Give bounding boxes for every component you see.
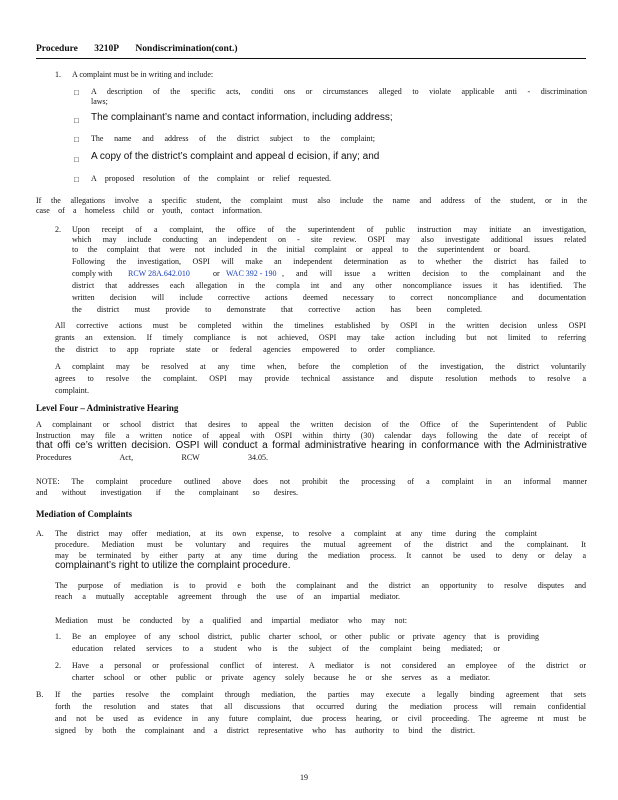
paragraph-line: may be terminated by either party at any time during the mediation process. It cannot be used to deny or delay a (55, 551, 586, 560)
section-heading: Mediation of Complaints (36, 509, 133, 519)
paragraph-line: case of a homeless child or youth, contact information. (36, 206, 262, 215)
paragraph-line: A complaint may be resolved at any time when, before the completion of the investigation, the district voluntarily (55, 362, 586, 371)
procedure-header (36, 44, 586, 59)
paragraph-line: If the allegations involve a specific student, the complaint must also include the name and address of the student, or in the (36, 196, 587, 205)
paragraph-line: district that addresses each allegation in the compla int and any other noncompliance issues it has identified. The (72, 281, 586, 290)
procedure-title: Nondiscrimination(cont.) (135, 44, 238, 54)
paragraph-line: The purpose of mediation is to provid e both the complainant and the district an opportunity to resolve disputes and (55, 581, 586, 590)
paragraph-line: forth the resolution and states that all discussions that occurred during the mediation process will remain confidential (55, 702, 586, 711)
bullet-text: A copy of the district’s complaint and appeal d ecision, if any; and (91, 151, 380, 162)
checkbox-bullet-icon: □ (74, 155, 79, 164)
paragraph-line: agrees to resolve the complaint. OSPI may provide technical assistance and dispute resolution methods to resolve a (55, 374, 586, 383)
procedure-label: Procedure (36, 44, 78, 54)
paragraph-line: , and will issue a written decision to the complainant and the (282, 269, 586, 278)
page-number: 19 (300, 773, 308, 782)
paragraph-line: All corrective actions must be completed within the timelines established by OSPI in the written decision unless OSPI (55, 321, 586, 330)
paragraph-line: The district may offer mediation, at its own expense, to resolve a complaint at any time during the complaint (55, 529, 537, 538)
item-number: 1. (55, 70, 61, 79)
checkbox-bullet-icon: □ (74, 175, 79, 184)
paragraph-line: A complainant or school district that desires to appeal the written decision of the Office of the Superintendent of Public (36, 420, 587, 429)
wac-link[interactable]: WAC 392 - 190 (226, 269, 277, 278)
paragraph-line: Following the investigation, OSPI will make an independent determination as to whether the district has failed to (72, 257, 586, 266)
procedure-number: 3210P (94, 44, 120, 54)
paragraph-line: signed by both the complainant and a district representative who has authority to bind the district. (55, 726, 475, 735)
paragraph-line: Instruction may file a written notice of appeal with OSPI within thirty (30) calendar days following the date of receipt of (36, 431, 587, 440)
paragraph-line: Be an employee of any school district, public charter school, or other public or private agency that is providing (72, 632, 539, 641)
paragraph-line: grants an extension. If timely compliance is not achieved, OSPI may take action including but not limited to referring (55, 333, 586, 342)
item-number: 2. (55, 225, 61, 234)
paragraph-line: that offi ce’s written decision. OSPI will conduct a formal administrative hearing in conformance with the Administrative (36, 440, 587, 451)
paragraph-line: If the parties resolve the complaint through mediation, the parties may execute a legally binding agreement that sets (55, 690, 586, 699)
checkbox-bullet-icon: □ (74, 135, 79, 144)
rcw-link[interactable]: RCW 28A.642.010 (128, 269, 190, 278)
paragraph-line: the district must provide to demonstrate that corrective action has been completed. (72, 305, 482, 314)
bullet-text: The name and address of the district subject to the complaint; (91, 134, 375, 143)
note-line: NOTE: The complaint procedure outlined above does not prohibit the processing of a complaint in an informal manner (36, 477, 587, 486)
paragraph-line: or (213, 269, 220, 278)
item-number: 1. (55, 632, 61, 641)
paragraph-line: written decision will include corrective actions deemed necessary to correct noncompliance and documentation (72, 293, 586, 302)
paragraph-line: complaint. (55, 386, 89, 395)
bullet-text: A proposed resolution of the complaint or relief requested. (91, 174, 331, 183)
bullet-text: A description of the specific acts, conditi ons or circumstances alleged to violate applicable anti - discrimination (91, 87, 587, 96)
item-letter: B. (36, 690, 44, 699)
section-heading: Level Four – Administrative Hearing (36, 403, 179, 413)
checkbox-bullet-icon: □ (74, 88, 79, 97)
bullet-text: laws; (91, 97, 108, 106)
paragraph-line: the district to app ropriate state or federal agencies empowered to order compliance. (55, 345, 435, 354)
paragraph-line: and not be used as evidence in any future complaint, due process hearing, or civil proceeding. The agreeme nt must be (55, 714, 586, 723)
paragraph-line: procedure. Mediation must be voluntary and requires the mutual agreement of the district and the complainant. It (55, 540, 586, 549)
paragraph-line: which may include conducting an independent on - site review. OSPI may also investigate additional issues related (72, 235, 586, 244)
paragraph-line: reach a mutually acceptable agreement through the use of an impartial mediator. (55, 592, 400, 601)
note-line: and without investigation if the complainant so desires. (36, 488, 298, 497)
item-number: 2. (55, 661, 61, 670)
bullet-text: The complainant’s name and contact information, including address; (91, 112, 393, 123)
checkbox-bullet-icon: □ (74, 116, 79, 125)
paragraph-line: to the complaint that were not included in the initial complaint or appeal to the superintendent or board. (72, 245, 530, 254)
paragraph-line: Have a personal or professional conflict of interest. A mediator is not considered an employee of the district or (72, 661, 586, 670)
paragraph-line: complainant’s right to utilize the complaint procedure. (55, 560, 291, 571)
item-intro: A complaint must be in writing and include: (72, 70, 214, 79)
paragraph-line: comply with (72, 269, 113, 278)
paragraph-line: Procedures Act, RCW 34.05. (36, 453, 268, 462)
item-letter: A. (36, 529, 44, 538)
paragraph-line: Mediation must be conducted by a qualified and impartial mediator who may not: (55, 616, 407, 625)
paragraph-line: education related services to a student who is the subject of the complaint being mediated; or (72, 644, 500, 653)
paragraph-line: charter school or other public or private agency solely because he or she serves as a mediator. (72, 673, 490, 682)
paragraph-line: Upon receipt of a complaint, the office of the superintendent of public instruction may initiate an investigation, (72, 225, 586, 234)
